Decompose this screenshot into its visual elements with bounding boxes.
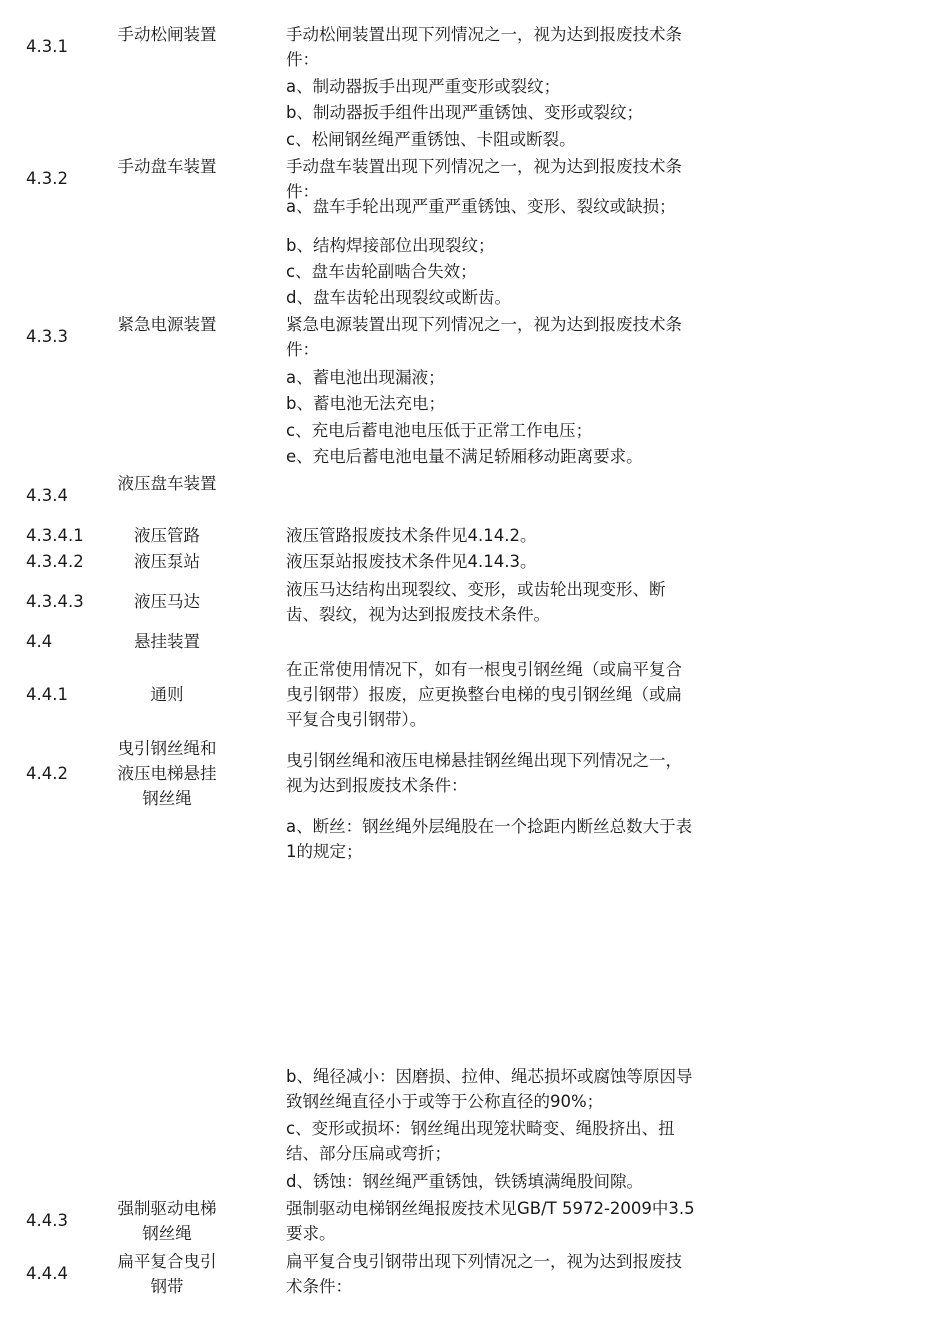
clause-item: c、松闸钢丝绳严重锈蚀、卡阻或断裂。 xyxy=(286,130,576,149)
clause-item: d、锈蚀：钢丝绳严重锈蚀，铁锈填满绳股间隙。 xyxy=(286,1172,643,1191)
clause-desc: 在正常使用情况下，如有一根曳引钢丝绳（或扁平复合曳引钢带）报废，应更换整台电梯的曳引钢丝绳（或扁平复合曳引钢带）。 xyxy=(286,660,682,729)
clause-title: 曳引钢丝绳和液压电梯悬挂钢丝绳 xyxy=(117,739,217,808)
section-number: 4.4 xyxy=(26,632,53,651)
clause-title: 液压泵站 xyxy=(134,552,200,571)
clause-item: b、蓄电池无法充电； xyxy=(286,394,445,413)
clause-desc: 液压泵站报废技术条件见4.14.3。 xyxy=(286,552,537,571)
clause-number: 4.4.4 xyxy=(26,1264,68,1283)
clause-title: 紧急电源装置 xyxy=(117,315,217,334)
clause-item: a、断丝：钢丝绳外层绳股在一个捻距内断丝总数大于表1的规定； xyxy=(286,817,693,861)
clause-title: 液压管路 xyxy=(134,526,200,545)
clause-item: e、充电后蓄电池电量不满足轿厢移动距离要求。 xyxy=(286,447,643,466)
clause-desc: 液压管路报废技术条件见4.14.2。 xyxy=(286,526,537,545)
clause-item: b、绳径减小：因磨损、拉伸、绳芯损坏或腐蚀等原因导致钢丝绳直径小于或等于公称直径的90%； xyxy=(286,1067,693,1111)
clause-number: 4.3.1 xyxy=(26,37,68,56)
clause-intro: 手动盘车装置出现下列情况之一，视为达到报废技术条件： xyxy=(286,157,682,201)
clause-title: 手动松闸装置 xyxy=(117,25,217,44)
clause-title: 扁平复合曳引钢带 xyxy=(117,1252,217,1296)
clause-desc: 强制驱动电梯钢丝绳报废技术见GB/T 5972-2009中3.5要求。 xyxy=(286,1199,695,1243)
clause-number: 4.3.4.1 xyxy=(26,526,84,545)
clause-intro: 曳引钢丝绳和液压电梯悬挂钢丝绳出现下列情况之一，视为达到报废技术条件： xyxy=(286,751,682,795)
clause-item: b、结构焊接部位出现裂纹； xyxy=(286,236,495,255)
clause-item: a、蓄电池出现漏液； xyxy=(286,368,445,387)
clause-item: c、变形或损坏：钢丝绳出现笼状畸变、绳股挤出、扭结、部分压扁或弯折； xyxy=(286,1119,675,1163)
clause-number: 4.3.4.2 xyxy=(26,552,84,571)
clause-number: 4.3.3 xyxy=(26,327,68,346)
clause-title: 强制驱动电梯钢丝绳 xyxy=(117,1199,217,1243)
clause-item: c、充电后蓄电池电压低于正常工作电压； xyxy=(286,421,593,440)
clause-title: 手动盘车装置 xyxy=(117,157,217,176)
clause-item: d、盘车齿轮出现裂纹或断齿。 xyxy=(286,288,511,307)
clause-item: c、盘车齿轮副啮合失效； xyxy=(286,262,477,281)
clause-item: b、制动器扳手组件出现严重锈蚀、变形或裂纹； xyxy=(286,103,643,122)
clause-number: 4.3.2 xyxy=(26,169,68,188)
clause-number: 4.4.2 xyxy=(26,764,68,783)
clause-item: a、盘车手轮出现严重严重锈蚀、变形、裂纹或缺损； xyxy=(286,197,676,216)
clause-desc: 液压马达结构出现裂纹、变形，或齿轮出现变形、断齿、裂纹，视为达到报废技术条件。 xyxy=(286,580,666,624)
clause-number: 4.3.4.3 xyxy=(26,592,84,611)
clause-number: 4.3.4 xyxy=(26,486,68,505)
clause-intro: 紧急电源装置出现下列情况之一，视为达到报废技术条件： xyxy=(286,315,682,359)
clause-item: a、制动器扳手出现严重变形或裂纹； xyxy=(286,77,561,96)
section-title: 悬挂装置 xyxy=(134,632,200,651)
clause-title: 通则 xyxy=(150,685,184,704)
clause-title: 液压马达 xyxy=(134,592,200,611)
clause-number: 4.4.3 xyxy=(26,1211,68,1230)
clause-intro: 手动松闸装置出现下列情况之一，视为达到报废技术条件： xyxy=(286,25,682,69)
clause-intro: 扁平复合曳引钢带出现下列情况之一，视为达到报废技术条件： xyxy=(286,1252,682,1296)
clause-title: 液压盘车装置 xyxy=(117,474,217,493)
clause-number: 4.4.1 xyxy=(26,685,68,704)
